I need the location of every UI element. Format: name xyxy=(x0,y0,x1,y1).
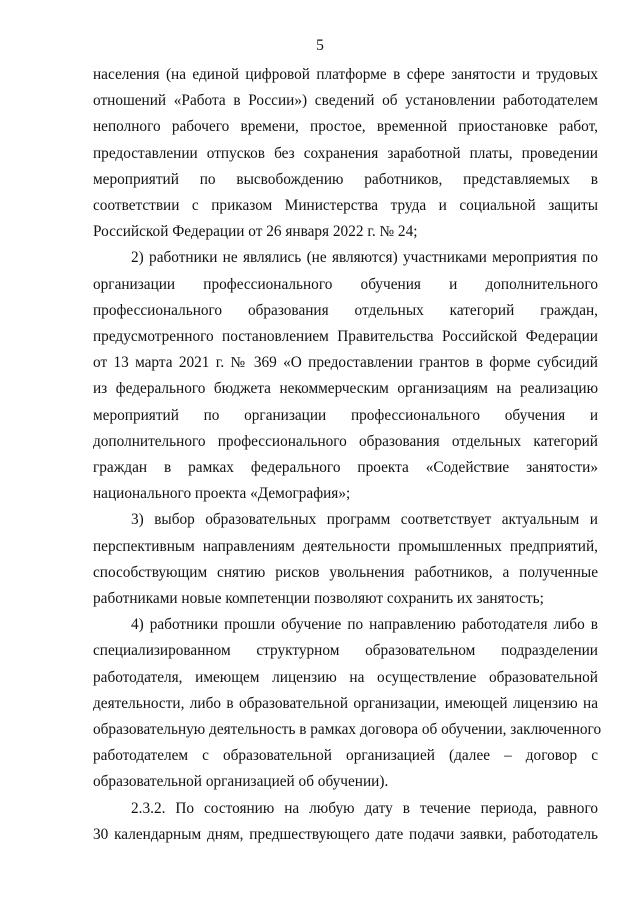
text-line: организации профессионального обучения и дополнительного xyxy=(93,275,598,293)
text-line: предоставлении отпусков без сохранения заработной платы, проведении xyxy=(93,144,598,162)
text-line: образовательную деятельность в рамках договора об обучении, заключенного xyxy=(93,721,602,738)
text-line: предусмотренного постановлением Правительства Российской Федерации xyxy=(93,328,598,345)
text-line: соответствии с приказом Министерства труда и социальной защиты xyxy=(93,197,598,214)
paragraph-first-line: 2) работники не являлись (не являются) участниками мероприятия по xyxy=(131,249,598,267)
text-line: мероприятий по организации профессионального обучения и xyxy=(93,406,598,424)
text-line: граждан в рамках федерального проекта «Содействие занятости» xyxy=(93,459,598,476)
text-line: Российской Федерации от 26 января 2022 г. № 24; xyxy=(93,223,418,241)
text-line: из федерального бюджета некоммерческим организациям на реализацию xyxy=(93,380,598,398)
text-line: работодателя, имеющем лицензию на осуществление образовательной xyxy=(93,668,598,686)
text-line: профессионального образования отдельных категорий граждан, xyxy=(93,301,598,319)
paragraph-first-line: 4) работники прошли обучение по направлению работодателя либо в xyxy=(131,616,598,634)
text-line: населения (на единой цифровой платформе в сфере занятости и трудовых xyxy=(93,66,598,83)
text-line: специализированном структурном образовательном подразделении xyxy=(93,642,598,660)
text-line: национального проекта «Демография»; xyxy=(93,485,351,503)
text-line: перспективным направлениям деятельности промышленных предприятий, xyxy=(93,537,598,555)
text-line: от 13 марта 2021 г. № 369 «О предоставлении грантов в форме субсидий xyxy=(93,354,598,372)
text-line: работодателем с образовательной организацией (далее – договор с xyxy=(93,747,598,765)
text-line: способствующим снятию рисков увольнения работников, а полученные xyxy=(93,563,598,581)
text-line: мероприятий по высвобождению работников, представляемых в xyxy=(93,170,598,188)
text-line: работниками новые компетенции позволяют сохранить их занятость; xyxy=(93,590,544,607)
text-line: неполного рабочего времени, простое, временной приостановке работ, xyxy=(93,118,598,136)
text-line: 30 календарным дням, предшествующего дате подачи заявки, работодатель xyxy=(93,825,598,843)
page-number: 5 xyxy=(316,37,324,54)
text-line: деятельности, либо в образовательной организации, имеющей лицензию на xyxy=(93,694,598,712)
text-line: образовательной организацией об обучении). xyxy=(93,773,389,791)
paragraph-first-line: 3) выбор образовательных программ соответствует актуальным и xyxy=(131,511,598,529)
paragraph-first-line: 2.3.2. По состоянию на любую дату в течение периода, равного xyxy=(131,799,598,817)
text-line: отношений «Работа в России») сведений об установлении работодателем xyxy=(93,92,598,110)
text-line: дополнительного профессионального образования отдельных категорий xyxy=(93,432,598,450)
